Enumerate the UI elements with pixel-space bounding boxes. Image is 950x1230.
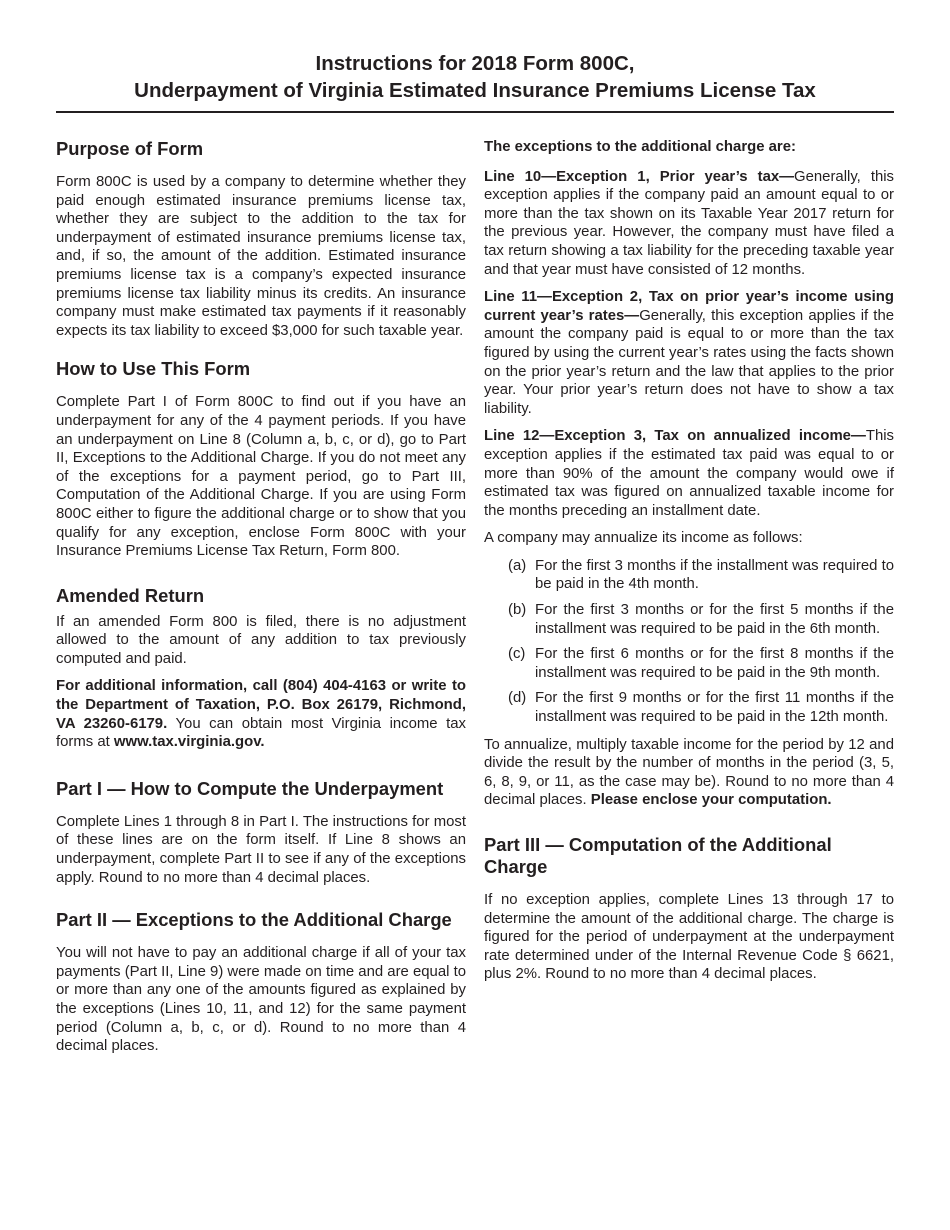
section-heading: Purpose of Form	[56, 138, 204, 159]
line10-text: Generally, this exception applies if the company paid an amount equal to or more than the tax shown on its Taxable Year 2017 return for the previous year. However, the company must have filed a tax return showing a tax liability for the preceding taxable year and that year must have consisted of 12 months.	[484, 168, 894, 278]
paragraph: You will not have to pay an additional charge if all of your tax payments (Part II, Line 9) were made on time and are equal to or more than any one of the amounts figured as explained by the exceptions (Lines 10, 11, and 12) for the same payment period (Column a, b, c, or d). Round to no more than 4 decimal places.	[56, 945, 466, 1055]
left-column	[56, 138, 466, 1074]
line11-paragraph	[484, 288, 894, 418]
annualize-text: To annualize, multiply taxable income for the period by 12 and divide the result by the number of months in the period (3, 5, 6, 8, 9, or 11, as the case may be). Round to no more than 4 decimal places.	[484, 736, 894, 809]
list-marker: (d)	[508, 690, 527, 707]
line10-label: Line 10—Exception 1, Prior year’s tax—	[484, 168, 795, 185]
contact-text: You can obtain most Virginia income tax forms at	[56, 715, 466, 751]
section-amended-return	[56, 585, 466, 752]
contact-paragraph	[56, 677, 466, 751]
section-part2	[56, 909, 466, 1056]
section-purpose	[56, 138, 466, 340]
section-heading: Part II — Exceptions to the Additional Charge	[56, 909, 452, 931]
line11-text: Generally, this exception applies if the amount the company paid is equal to or more than the tax figured by using the current year’s rates using the facts shown on the prior year’s return and the law that applies to the prior year. Your prior year’s return does not have to show a tax liability.	[484, 307, 895, 417]
annualize-bold: Please enclose your computation.	[590, 792, 832, 809]
section-heading: Part I — How to Compute the Underpayment	[56, 777, 444, 799]
list-item	[508, 645, 894, 682]
exceptions-heading	[484, 138, 894, 157]
section-part1	[56, 778, 466, 887]
title-line-1: Instructions for 2018 Form 800C,	[315, 52, 635, 75]
paragraph: If an amended Form 800 is filed, there is no adjustment allowed to the amount of any addition to tax previously computed and paid.	[56, 613, 466, 667]
list-item	[508, 557, 894, 594]
contact-bold: For additional information, call (804) 404-4163 or write to the Department of Taxation, P.O. Box 26179, Richmond, VA 23260-6179.	[56, 678, 466, 732]
list-marker: (c)	[508, 646, 526, 663]
list-marker: (b)	[508, 602, 527, 619]
list-text: For the first 3 months or for the first 5 months if the installment was required to be paid in the 6th month.	[535, 602, 894, 637]
annualize-paragraph	[484, 736, 894, 810]
list-text: For the first 6 months or for the first 8 months if the installment was required to be paid in the 9th month.	[535, 646, 894, 681]
paragraph: Complete Part I of Form 800C to find out if you have an underpayment for any of the 4 payment periods. If you have an underpayment on Line 8 (Column a, b, c, or d), go to Part II, Exceptions to the Additional Charge. If you do not meet any of the exceptions for a payment period, go to Part III, Computation of the Additional Charge. If you are using Form 800C either to figure the additional charge or to show that you qualify for any exception, enclose Form 800C with your Insurance Premiums License Tax Return, Form 800.	[56, 394, 466, 560]
list-text: For the first 9 months or for the first 11 months if the installment was required to be paid in the 12th month.	[535, 690, 894, 726]
section-heading: Part III — Computation of the Additional Charge	[484, 834, 832, 877]
list-item	[508, 689, 894, 726]
list-text: For the first 3 months if the installment was required to be paid in the 4th month.	[535, 557, 894, 593]
line12-paragraph	[484, 427, 894, 520]
website-link[interactable]: www.tax.virginia.gov.	[113, 734, 265, 751]
section-part3	[484, 834, 894, 984]
right-column	[484, 138, 894, 1002]
section-heading: Amended Return	[56, 584, 205, 606]
document-title	[0, 50, 950, 104]
exceptions-heading-text: The exceptions to the additional charge are:	[484, 139, 796, 155]
line11-label: Line 11—Exception 2, Tax on prior year’s income using current year’s rates—	[484, 289, 894, 324]
title-divider	[56, 111, 894, 113]
section-heading: How to Use This Form	[56, 358, 251, 380]
line12-text: This exception applies if the estimated tax paid was equal to or more than 90% of the amount the company would owe if estimated tax was figured on annualized taxable income for the months preceding an installment date.	[484, 428, 894, 519]
section-how-to-use	[56, 358, 466, 560]
annualize-intro: A company may annualize its income as follows:	[484, 530, 803, 547]
paragraph: If no exception applies, complete Lines 13 through 17 to determine the amount of the additional charge. The charge is figured for the period of underpayment at the underpayment rate determined under of the Internal Revenue Code § 6621, plus 2%. Round to no more than 4 decimal places.	[484, 892, 894, 983]
list-item	[508, 601, 894, 638]
title-line-2: Underpayment of Virginia Estimated Insurance Premiums License Tax	[134, 79, 816, 102]
paragraph: Form 800C is used by a company to determine whether they paid enough estimated insurance premiums license tax, whether they are subject to the addition to the tax for underpayment of estimated insurance premiums license tax, and, if so, the amount of the addition. Estimated insurance premiums license tax is a company’s expected insurance premiums license tax liability minus its credits. An insurance company must make estimated tax payments if it reasonably expects its tax liability to exceed $3,000 for such taxable year.	[56, 174, 466, 339]
line10-paragraph	[484, 168, 894, 280]
line12-label: Line 12—Exception 3, Tax on annualized income—	[484, 428, 866, 445]
annualize-list	[484, 557, 894, 727]
paragraph: Complete Lines 1 through 8 in Part I. The instructions for most of these lines are on the form itself. If Line 8 shows an underpayment, complete Part II to see if any of the exceptions apply. Round to no more than 4 decimal places.	[56, 813, 466, 886]
list-marker: (a)	[508, 557, 527, 574]
